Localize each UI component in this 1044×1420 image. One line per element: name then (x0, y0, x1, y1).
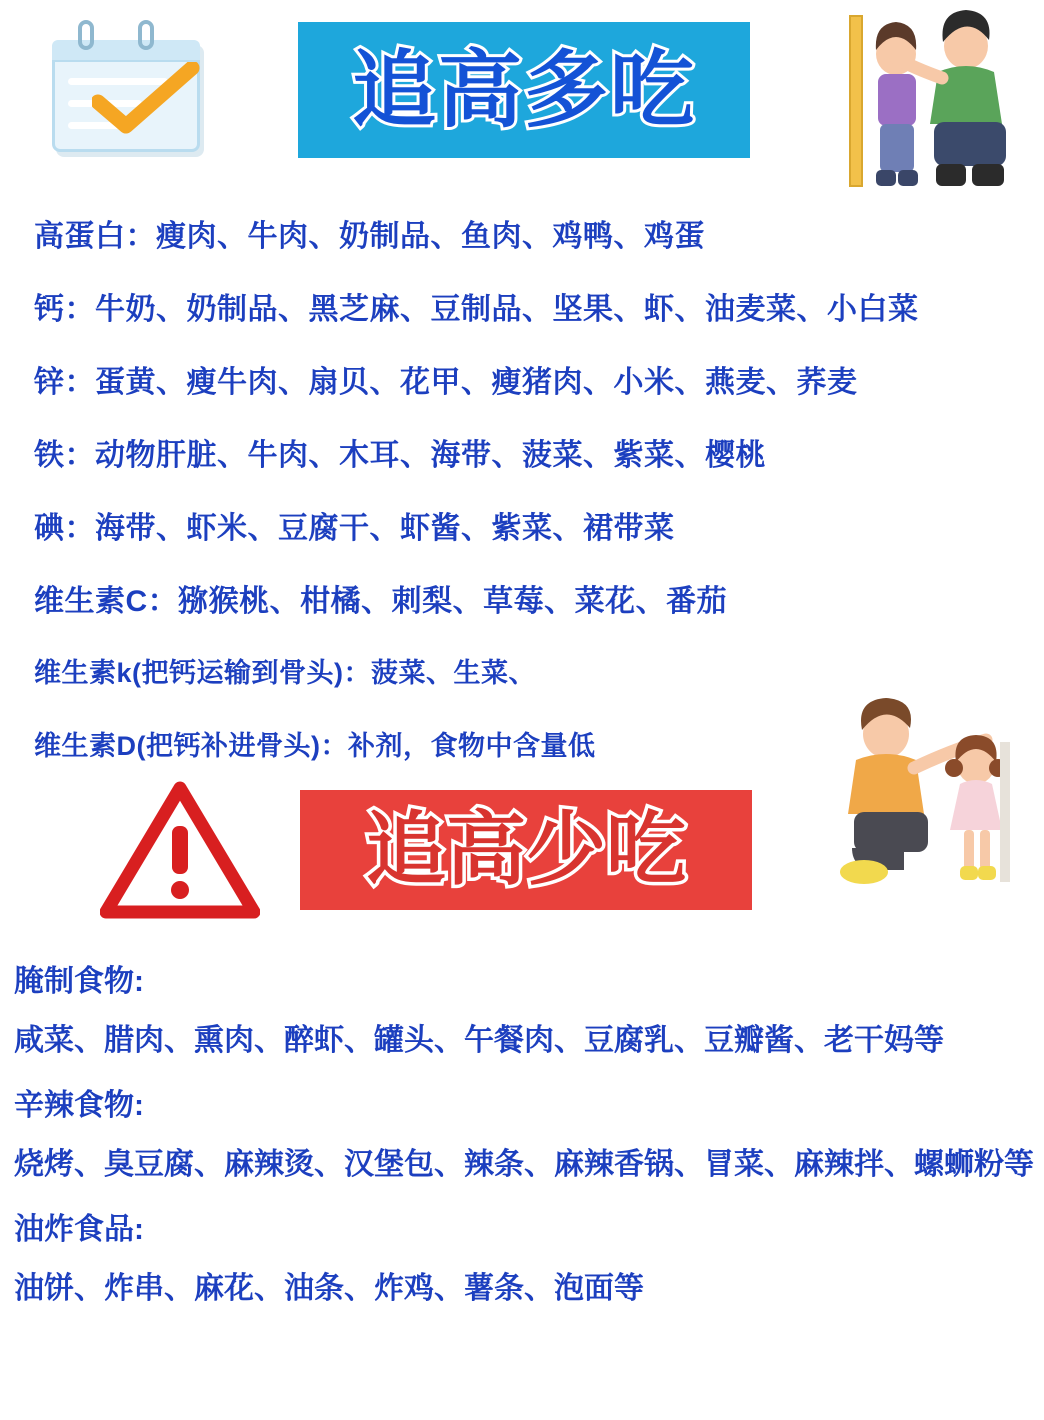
list-item (0, 415, 1044, 488)
calendar-check-icon (40, 14, 210, 164)
bad-food-items: 油饼、炸串、麻花、油条、炸鸡、薯条、泡面等 (14, 1272, 644, 1305)
bad-food-items: 咸菜、腊肉、熏肉、醉虾、罐头、午餐肉、豆腐乳、豆瓣酱、老干妈等 (14, 1024, 944, 1057)
nutrient-line: 铁：动物肝脏、牛肉、木耳、海带、菠菜、紫菜、樱桃 (34, 438, 766, 472)
eat-less-list (0, 950, 1044, 1322)
nutrient-line: 维生素C：猕猴桃、柑橘、刺梨、草莓、菜花、番茄 (34, 584, 728, 618)
father-measuring-girl-photo (834, 690, 1014, 890)
nutrient-line: 维生素k(把钙运输到骨头)：菠菜、生菜、 (34, 658, 536, 688)
nutrient-line: 碘：海带、虾米、豆腐干、虾酱、紫菜、裙带菜 (34, 511, 675, 545)
father-measuring-child-photo (842, 6, 1022, 196)
list-item (0, 561, 1044, 634)
eat-less-title: 追高少吃 (366, 805, 686, 894)
list-item (0, 196, 1044, 269)
bad-food-category: 腌制食物: (14, 965, 144, 998)
check-mark-icon (92, 62, 200, 134)
eat-less-banner (300, 790, 752, 910)
list-item (0, 488, 1044, 561)
list-item (0, 269, 1044, 342)
list-item (0, 342, 1044, 415)
list-item (0, 1198, 1044, 1316)
eat-more-header (0, 0, 1044, 200)
nutrient-line: 锌：蛋黄、瘦牛肉、扇贝、花甲、瘦猪肉、小米、燕麦、荞麦 (34, 365, 858, 399)
nutrient-line: 钙：牛奶、奶制品、黑芝麻、豆制品、坚果、虾、油麦菜、小白菜 (34, 292, 919, 326)
list-item (0, 950, 1044, 1068)
list-item (0, 1074, 1044, 1192)
warning-triangle-icon (100, 780, 260, 920)
bad-food-category: 油炸食品: (14, 1213, 144, 1246)
bad-food-items: 烧烤、臭豆腐、麻辣烫、汉堡包、辣条、麻辣香锅、冒菜、麻辣拌、螺蛳粉等 (14, 1148, 1034, 1181)
bad-food-category: 辛辣食物: (14, 1089, 144, 1122)
eat-more-banner (298, 22, 750, 158)
eat-more-title: 追高多吃 (351, 43, 696, 137)
nutrient-line: 高蛋白：瘦肉、牛肉、奶制品、鱼肉、鸡鸭、鸡蛋 (34, 219, 705, 253)
nutrient-line: 维生素D(把钙补进骨头)：补剂，食物中含量低 (34, 731, 596, 761)
